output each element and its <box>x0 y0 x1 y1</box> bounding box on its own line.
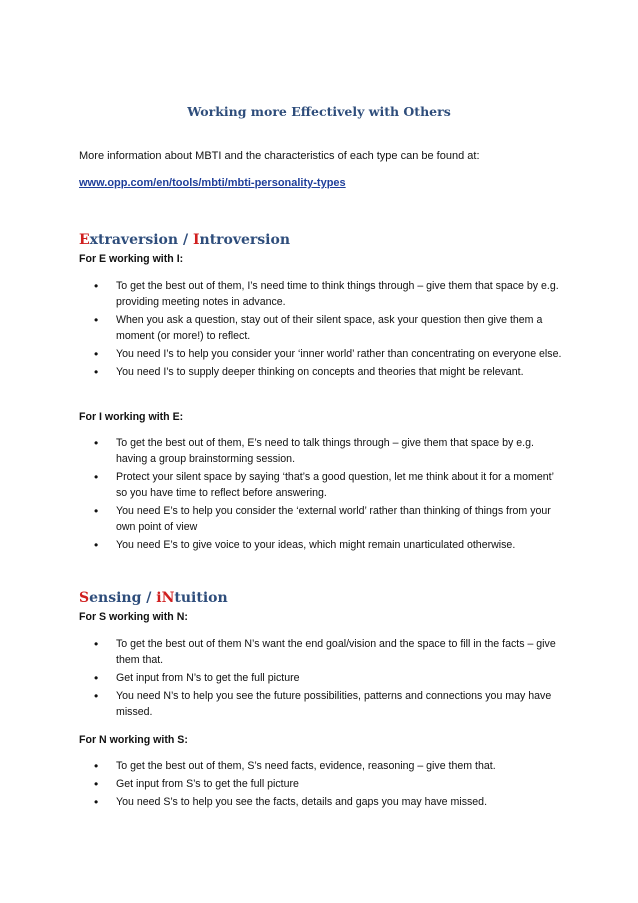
list-item: • Get input from N’s to get the full picture <box>94 670 564 686</box>
list-item: • You need E’s to help you consider the ‘external world’ rather than thinking of things from your own point of view <box>94 503 564 535</box>
list-item: • When you ask a question, stay out of their silent space, ask your question then give them a moment (or more!) to reflect. <box>94 312 564 344</box>
section-heading-sensing-intuition <box>79 590 228 606</box>
list-item: • To get the best out of them, S’s need facts, evidence, reasoning – give them that. <box>94 758 564 774</box>
subheading-n-with-s: For N working with S: <box>79 734 188 746</box>
list-item: • To get the best out of them N’s want the end goal/vision and the space to fill in the facts – give them that. <box>94 636 564 668</box>
heading-text: tuition <box>174 590 228 606</box>
subheading-s-with-n: For S working with N: <box>79 611 188 623</box>
section-heading-extraversion-introversion <box>79 232 290 248</box>
heading-capital: N <box>161 590 175 606</box>
list-item: • To get the best out of them, I’s need time to think things through – give them that space by e.g. providing meeting notes in advance. <box>94 278 564 310</box>
bullet-list-e-with-i <box>94 278 564 382</box>
heading-separator: / <box>141 590 157 606</box>
list-item: • You need I’s to help you consider your ‘inner world’ rather than concentrating on everyone else. <box>94 346 564 362</box>
heading-text: xtraversion <box>89 232 179 248</box>
heading-letter: i <box>156 590 162 606</box>
bullet-list-n-with-s <box>94 758 564 812</box>
list-item: • To get the best out of them, E’s need to talk things through – give them that space by e.g. having a group brainstorming session. <box>94 435 564 467</box>
heading-separator: / <box>178 232 193 248</box>
bullet-list-s-with-n <box>94 636 564 722</box>
list-item: • You need S’s to help you see the facts, details and gaps you may have missed. <box>94 794 564 810</box>
subheading-i-with-e: For I working with E: <box>79 411 184 423</box>
bullet-list-i-with-e <box>94 435 564 555</box>
list-item: • You need E’s to give voice to your ideas, which might remain unarticulated otherwise. <box>94 537 564 553</box>
heading-capital: S <box>79 590 90 606</box>
heading-text: ntroversion <box>199 232 291 248</box>
list-item: • Protect your silent space by saying ‘that’s a good question, let me think about it for a moment’ so you have time to reflect before answering. <box>94 469 564 501</box>
list-item: • You need N’s to help you see the future possibilities, patterns and connections you may have missed. <box>94 688 564 720</box>
intro-text: More information about MBTI and the characteristics of each type can be found at: <box>79 150 480 162</box>
heading-capital: I <box>192 232 200 248</box>
heading-text: ensing <box>89 590 142 606</box>
subheading-e-with-i: For E working with I: <box>79 253 184 265</box>
heading-capital: E <box>79 232 90 248</box>
page-title: Working more Effectively with Others <box>187 104 451 119</box>
list-item: • You need I’s to supply deeper thinking on concepts and theories that might be relevant. <box>94 364 564 380</box>
list-item: • Get input from S’s to get the full picture <box>94 776 564 792</box>
mbti-link[interactable]: www.opp.com/en/tools/mbti/mbti-personality-types <box>79 177 346 189</box>
